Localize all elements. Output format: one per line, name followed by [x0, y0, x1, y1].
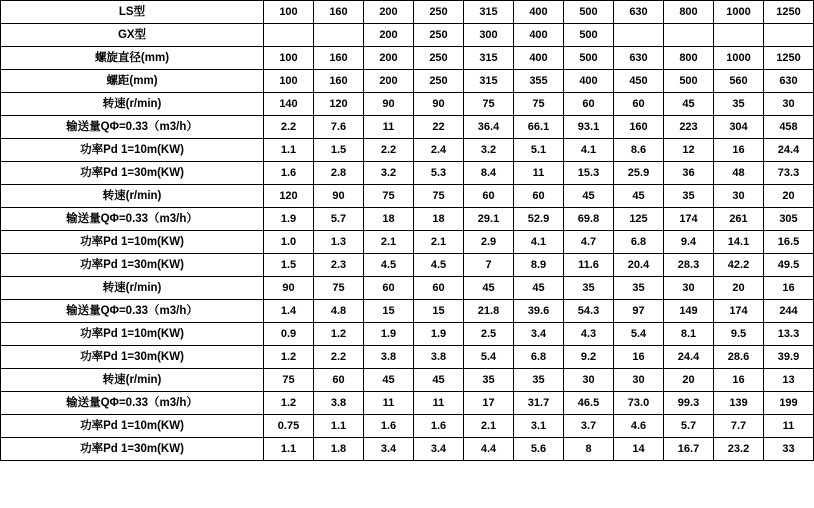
- table-cell: 20.4: [614, 254, 664, 277]
- table-cell: 35: [514, 369, 564, 392]
- table-cell: 5.3: [414, 162, 464, 185]
- table-cell: 73.3: [764, 162, 814, 185]
- table-cell: 2.4: [414, 139, 464, 162]
- table-cell: 1.1: [264, 438, 314, 461]
- table-cell: 24.4: [764, 139, 814, 162]
- table-cell: 99.3: [664, 392, 714, 415]
- table-cell: 1.9: [414, 323, 464, 346]
- table-cell: 6.8: [514, 346, 564, 369]
- table-cell: 90: [364, 93, 414, 116]
- table-cell: 1250: [764, 1, 814, 24]
- table-cell: 11: [414, 392, 464, 415]
- table-cell: 11: [364, 392, 414, 415]
- table-cell: 250: [414, 70, 464, 93]
- table-cell: 7.6: [314, 116, 364, 139]
- table-cell: 20: [764, 185, 814, 208]
- table-cell: 300: [464, 24, 514, 47]
- table-cell: 30: [564, 369, 614, 392]
- table-cell: 8.1: [664, 323, 714, 346]
- table-row: [1, 392, 814, 415]
- table-cell: 1.8: [314, 438, 364, 461]
- table-cell: 60: [614, 93, 664, 116]
- table-cell: 458: [764, 116, 814, 139]
- table-cell: 139: [714, 392, 764, 415]
- table-cell: 12: [664, 139, 714, 162]
- table-cell: 45: [364, 369, 414, 392]
- table-cell: 1.9: [364, 323, 414, 346]
- table-cell: 3.2: [364, 162, 414, 185]
- table-cell: 7.7: [714, 415, 764, 438]
- table-cell: 500: [564, 47, 614, 70]
- table-cell: 4.1: [564, 139, 614, 162]
- table-cell: 199: [764, 392, 814, 415]
- table-cell: 160: [314, 1, 364, 24]
- table-cell: 60: [464, 185, 514, 208]
- table-cell: [264, 24, 314, 47]
- row-label: LS型: [1, 1, 264, 24]
- table-row: [1, 70, 814, 93]
- row-label: 输送量QΦ=0.33（m3/h）: [1, 116, 264, 139]
- table-cell: 200: [364, 70, 414, 93]
- table-cell: 355: [514, 70, 564, 93]
- table-cell: 4.4: [464, 438, 514, 461]
- table-cell: 160: [314, 70, 364, 93]
- table-cell: 30: [714, 185, 764, 208]
- row-label: 转速(r/min): [1, 93, 264, 116]
- row-label: 输送量QΦ=0.33（m3/h）: [1, 208, 264, 231]
- table-row: [1, 116, 814, 139]
- table-cell: 75: [264, 369, 314, 392]
- table-cell: 4.5: [414, 254, 464, 277]
- table-cell: 16.5: [764, 231, 814, 254]
- table-cell: 11: [364, 116, 414, 139]
- table-cell: 1.2: [264, 392, 314, 415]
- table-cell: 315: [464, 47, 514, 70]
- table-row: [1, 208, 814, 231]
- table-cell: 1.6: [414, 415, 464, 438]
- table-cell: 2.1: [464, 415, 514, 438]
- table-row: [1, 1, 814, 24]
- table-cell: 0.75: [264, 415, 314, 438]
- table-cell: 13: [764, 369, 814, 392]
- table-cell: 52.9: [514, 208, 564, 231]
- table-cell: 2.2: [314, 346, 364, 369]
- table-cell: 35: [714, 93, 764, 116]
- table-cell: [314, 24, 364, 47]
- table-cell: 315: [464, 70, 514, 93]
- table-cell: 24.4: [664, 346, 714, 369]
- table-cell: 500: [664, 70, 714, 93]
- table-cell: 21.8: [464, 300, 514, 323]
- table-cell: 5.7: [664, 415, 714, 438]
- table-cell: 1.5: [314, 139, 364, 162]
- table-row: [1, 254, 814, 277]
- table-cell: 4.7: [564, 231, 614, 254]
- table-cell: 15: [364, 300, 414, 323]
- table-cell: 16.7: [664, 438, 714, 461]
- table-cell: 1.1: [314, 415, 364, 438]
- table-cell: 11: [764, 415, 814, 438]
- table-cell: 2.8: [314, 162, 364, 185]
- table-cell: 23.2: [714, 438, 764, 461]
- table-cell: 60: [564, 93, 614, 116]
- table-cell: 1.2: [264, 346, 314, 369]
- table-cell: 35: [464, 369, 514, 392]
- table-cell: 45: [614, 185, 664, 208]
- table-cell: 31.7: [514, 392, 564, 415]
- table-cell: 60: [314, 369, 364, 392]
- table-cell: [664, 24, 714, 47]
- table-cell: 149: [664, 300, 714, 323]
- table-cell: 223: [664, 116, 714, 139]
- table-cell: 16: [714, 139, 764, 162]
- table-cell: 100: [264, 1, 314, 24]
- table-cell: 75: [414, 185, 464, 208]
- table-cell: 800: [664, 1, 714, 24]
- table-cell: 15: [414, 300, 464, 323]
- table-cell: 46.5: [564, 392, 614, 415]
- table-cell: 97: [614, 300, 664, 323]
- table-cell: 9.2: [564, 346, 614, 369]
- table-cell: 66.1: [514, 116, 564, 139]
- row-label: 功率Pd 1=10m(KW): [1, 415, 264, 438]
- row-label: 功率Pd 1=30m(KW): [1, 438, 264, 461]
- table-cell: 15.3: [564, 162, 614, 185]
- table-cell: 174: [664, 208, 714, 231]
- table-cell: 90: [264, 277, 314, 300]
- table-cell: 33: [764, 438, 814, 461]
- table-cell: 60: [414, 277, 464, 300]
- table-cell: 20: [714, 277, 764, 300]
- table-cell: 1.5: [264, 254, 314, 277]
- table-cell: 1.6: [364, 415, 414, 438]
- table-cell: 1.0: [264, 231, 314, 254]
- table-cell: 3.8: [364, 346, 414, 369]
- table-cell: 7: [464, 254, 514, 277]
- row-label: GX型: [1, 24, 264, 47]
- table-cell: 14.1: [714, 231, 764, 254]
- table-cell: 200: [364, 47, 414, 70]
- table-cell: 500: [564, 1, 614, 24]
- table-row: [1, 323, 814, 346]
- table-cell: 13.3: [764, 323, 814, 346]
- table-cell: 3.8: [314, 392, 364, 415]
- table-cell: 35: [614, 277, 664, 300]
- table-cell: 250: [414, 24, 464, 47]
- table-cell: 22: [414, 116, 464, 139]
- table-cell: 400: [514, 24, 564, 47]
- table-cell: 1.6: [264, 162, 314, 185]
- table-cell: 3.1: [514, 415, 564, 438]
- table-cell: 60: [514, 185, 564, 208]
- table-row: [1, 139, 814, 162]
- table-cell: 3.2: [464, 139, 514, 162]
- table-cell: 45: [664, 93, 714, 116]
- table-cell: [764, 24, 814, 47]
- table-cell: 200: [364, 1, 414, 24]
- row-label: 功率Pd 1=30m(KW): [1, 254, 264, 277]
- table-cell: 45: [514, 277, 564, 300]
- row-label: 螺旋直径(mm): [1, 47, 264, 70]
- table-cell: 8.4: [464, 162, 514, 185]
- table-cell: 16: [614, 346, 664, 369]
- table-cell: 8.9: [514, 254, 564, 277]
- table-cell: 4.6: [614, 415, 664, 438]
- table-cell: [714, 24, 764, 47]
- table-cell: 35: [664, 185, 714, 208]
- table-cell: 3.4: [514, 323, 564, 346]
- table-cell: 8.6: [614, 139, 664, 162]
- table-cell: 54.3: [564, 300, 614, 323]
- table-cell: 160: [314, 47, 364, 70]
- table-cell: 30: [664, 277, 714, 300]
- table-cell: 49.5: [764, 254, 814, 277]
- table-cell: 400: [514, 1, 564, 24]
- row-label: 功率Pd 1=30m(KW): [1, 346, 264, 369]
- table-cell: 90: [314, 185, 364, 208]
- table-cell: 18: [364, 208, 414, 231]
- table-cell: 630: [614, 47, 664, 70]
- table-cell: 45: [464, 277, 514, 300]
- table-cell: 75: [464, 93, 514, 116]
- table-row: [1, 24, 814, 47]
- table-cell: 100: [264, 70, 314, 93]
- row-label: 输送量QΦ=0.33（m3/h）: [1, 392, 264, 415]
- table-cell: 30: [764, 93, 814, 116]
- table-cell: 28.6: [714, 346, 764, 369]
- table-cell: 17: [464, 392, 514, 415]
- table-cell: 28.3: [664, 254, 714, 277]
- table-cell: 75: [314, 277, 364, 300]
- table-cell: 2.1: [414, 231, 464, 254]
- table-cell: 69.8: [564, 208, 614, 231]
- table-cell: 93.1: [564, 116, 614, 139]
- table-row: [1, 415, 814, 438]
- table-cell: 304: [714, 116, 764, 139]
- table-cell: 125: [614, 208, 664, 231]
- table-cell: 400: [564, 70, 614, 93]
- table-cell: 36.4: [464, 116, 514, 139]
- table-cell: 6.8: [614, 231, 664, 254]
- table-cell: 1000: [714, 1, 764, 24]
- table-cell: 60: [364, 277, 414, 300]
- row-label: 转速(r/min): [1, 369, 264, 392]
- table-cell: 200: [364, 24, 414, 47]
- table-cell: 90: [414, 93, 464, 116]
- table-cell: 1.4: [264, 300, 314, 323]
- table-cell: 2.2: [364, 139, 414, 162]
- table-cell: 1000: [714, 47, 764, 70]
- table-cell: 1.3: [314, 231, 364, 254]
- row-label: 功率Pd 1=10m(KW): [1, 231, 264, 254]
- table-cell: 120: [264, 185, 314, 208]
- table-row: [1, 277, 814, 300]
- table-cell: 42.2: [714, 254, 764, 277]
- table-cell: 2.5: [464, 323, 514, 346]
- table-cell: 100: [264, 47, 314, 70]
- table-cell: 16: [714, 369, 764, 392]
- table-cell: 73.0: [614, 392, 664, 415]
- table-cell: 9.5: [714, 323, 764, 346]
- table-cell: 11: [514, 162, 564, 185]
- table-cell: 160: [614, 116, 664, 139]
- table-row: [1, 438, 814, 461]
- table-cell: 1.1: [264, 139, 314, 162]
- table-cell: 450: [614, 70, 664, 93]
- table-cell: 5.1: [514, 139, 564, 162]
- table-cell: 8: [564, 438, 614, 461]
- table-row: [1, 346, 814, 369]
- row-label: 螺距(mm): [1, 70, 264, 93]
- table-cell: 2.3: [314, 254, 364, 277]
- table-cell: 20: [664, 369, 714, 392]
- table-cell: 9.4: [664, 231, 714, 254]
- table-cell: 4.5: [364, 254, 414, 277]
- table-cell: 75: [514, 93, 564, 116]
- table-cell: 630: [764, 70, 814, 93]
- table-cell: 261: [714, 208, 764, 231]
- table-row: [1, 231, 814, 254]
- table-cell: 30: [614, 369, 664, 392]
- table-cell: [614, 24, 664, 47]
- table-cell: 4.1: [514, 231, 564, 254]
- table-cell: 140: [264, 93, 314, 116]
- table-cell: 39.6: [514, 300, 564, 323]
- table-cell: 1.9: [264, 208, 314, 231]
- table-cell: 1.2: [314, 323, 364, 346]
- table-row: [1, 47, 814, 70]
- table-cell: 500: [564, 24, 614, 47]
- table-cell: 29.1: [464, 208, 514, 231]
- row-label: 转速(r/min): [1, 277, 264, 300]
- table-cell: 4.8: [314, 300, 364, 323]
- table-cell: 39.9: [764, 346, 814, 369]
- table-cell: 48: [714, 162, 764, 185]
- row-label: 输送量QΦ=0.33（m3/h）: [1, 300, 264, 323]
- table-cell: 35: [564, 277, 614, 300]
- table-cell: 560: [714, 70, 764, 93]
- table-cell: 174: [714, 300, 764, 323]
- table-body: [1, 1, 814, 461]
- table-row: [1, 185, 814, 208]
- table-cell: 3.4: [414, 438, 464, 461]
- table-cell: 3.7: [564, 415, 614, 438]
- table-cell: 315: [464, 1, 514, 24]
- table-cell: 120: [314, 93, 364, 116]
- table-cell: 3.8: [414, 346, 464, 369]
- table-row: [1, 162, 814, 185]
- row-label: 功率Pd 1=30m(KW): [1, 162, 264, 185]
- table-cell: 400: [514, 47, 564, 70]
- table-cell: 250: [414, 1, 464, 24]
- table-cell: 5.6: [514, 438, 564, 461]
- row-label: 转速(r/min): [1, 185, 264, 208]
- table-cell: 45: [564, 185, 614, 208]
- table-row: [1, 300, 814, 323]
- row-label: 功率Pd 1=10m(KW): [1, 323, 264, 346]
- table-cell: 2.9: [464, 231, 514, 254]
- table-cell: 75: [364, 185, 414, 208]
- table-cell: 250: [414, 47, 464, 70]
- table-cell: 14: [614, 438, 664, 461]
- table-cell: 5.4: [614, 323, 664, 346]
- table-cell: 25.9: [614, 162, 664, 185]
- table-cell: 5.4: [464, 346, 514, 369]
- table-cell: 1250: [764, 47, 814, 70]
- table-cell: 36: [664, 162, 714, 185]
- table-cell: 16: [764, 277, 814, 300]
- table-cell: 2.1: [364, 231, 414, 254]
- table-row: [1, 93, 814, 116]
- table-row: [1, 369, 814, 392]
- table-cell: 11.6: [564, 254, 614, 277]
- row-label: 功率Pd 1=10m(KW): [1, 139, 264, 162]
- table-cell: 3.4: [364, 438, 414, 461]
- table-cell: 800: [664, 47, 714, 70]
- table-cell: 18: [414, 208, 464, 231]
- table-cell: 45: [414, 369, 464, 392]
- table-cell: 4.3: [564, 323, 614, 346]
- table-cell: 305: [764, 208, 814, 231]
- table-cell: 0.9: [264, 323, 314, 346]
- table-cell: 630: [614, 1, 664, 24]
- table-cell: 5.7: [314, 208, 364, 231]
- table-cell: 244: [764, 300, 814, 323]
- table-cell: 2.2: [264, 116, 314, 139]
